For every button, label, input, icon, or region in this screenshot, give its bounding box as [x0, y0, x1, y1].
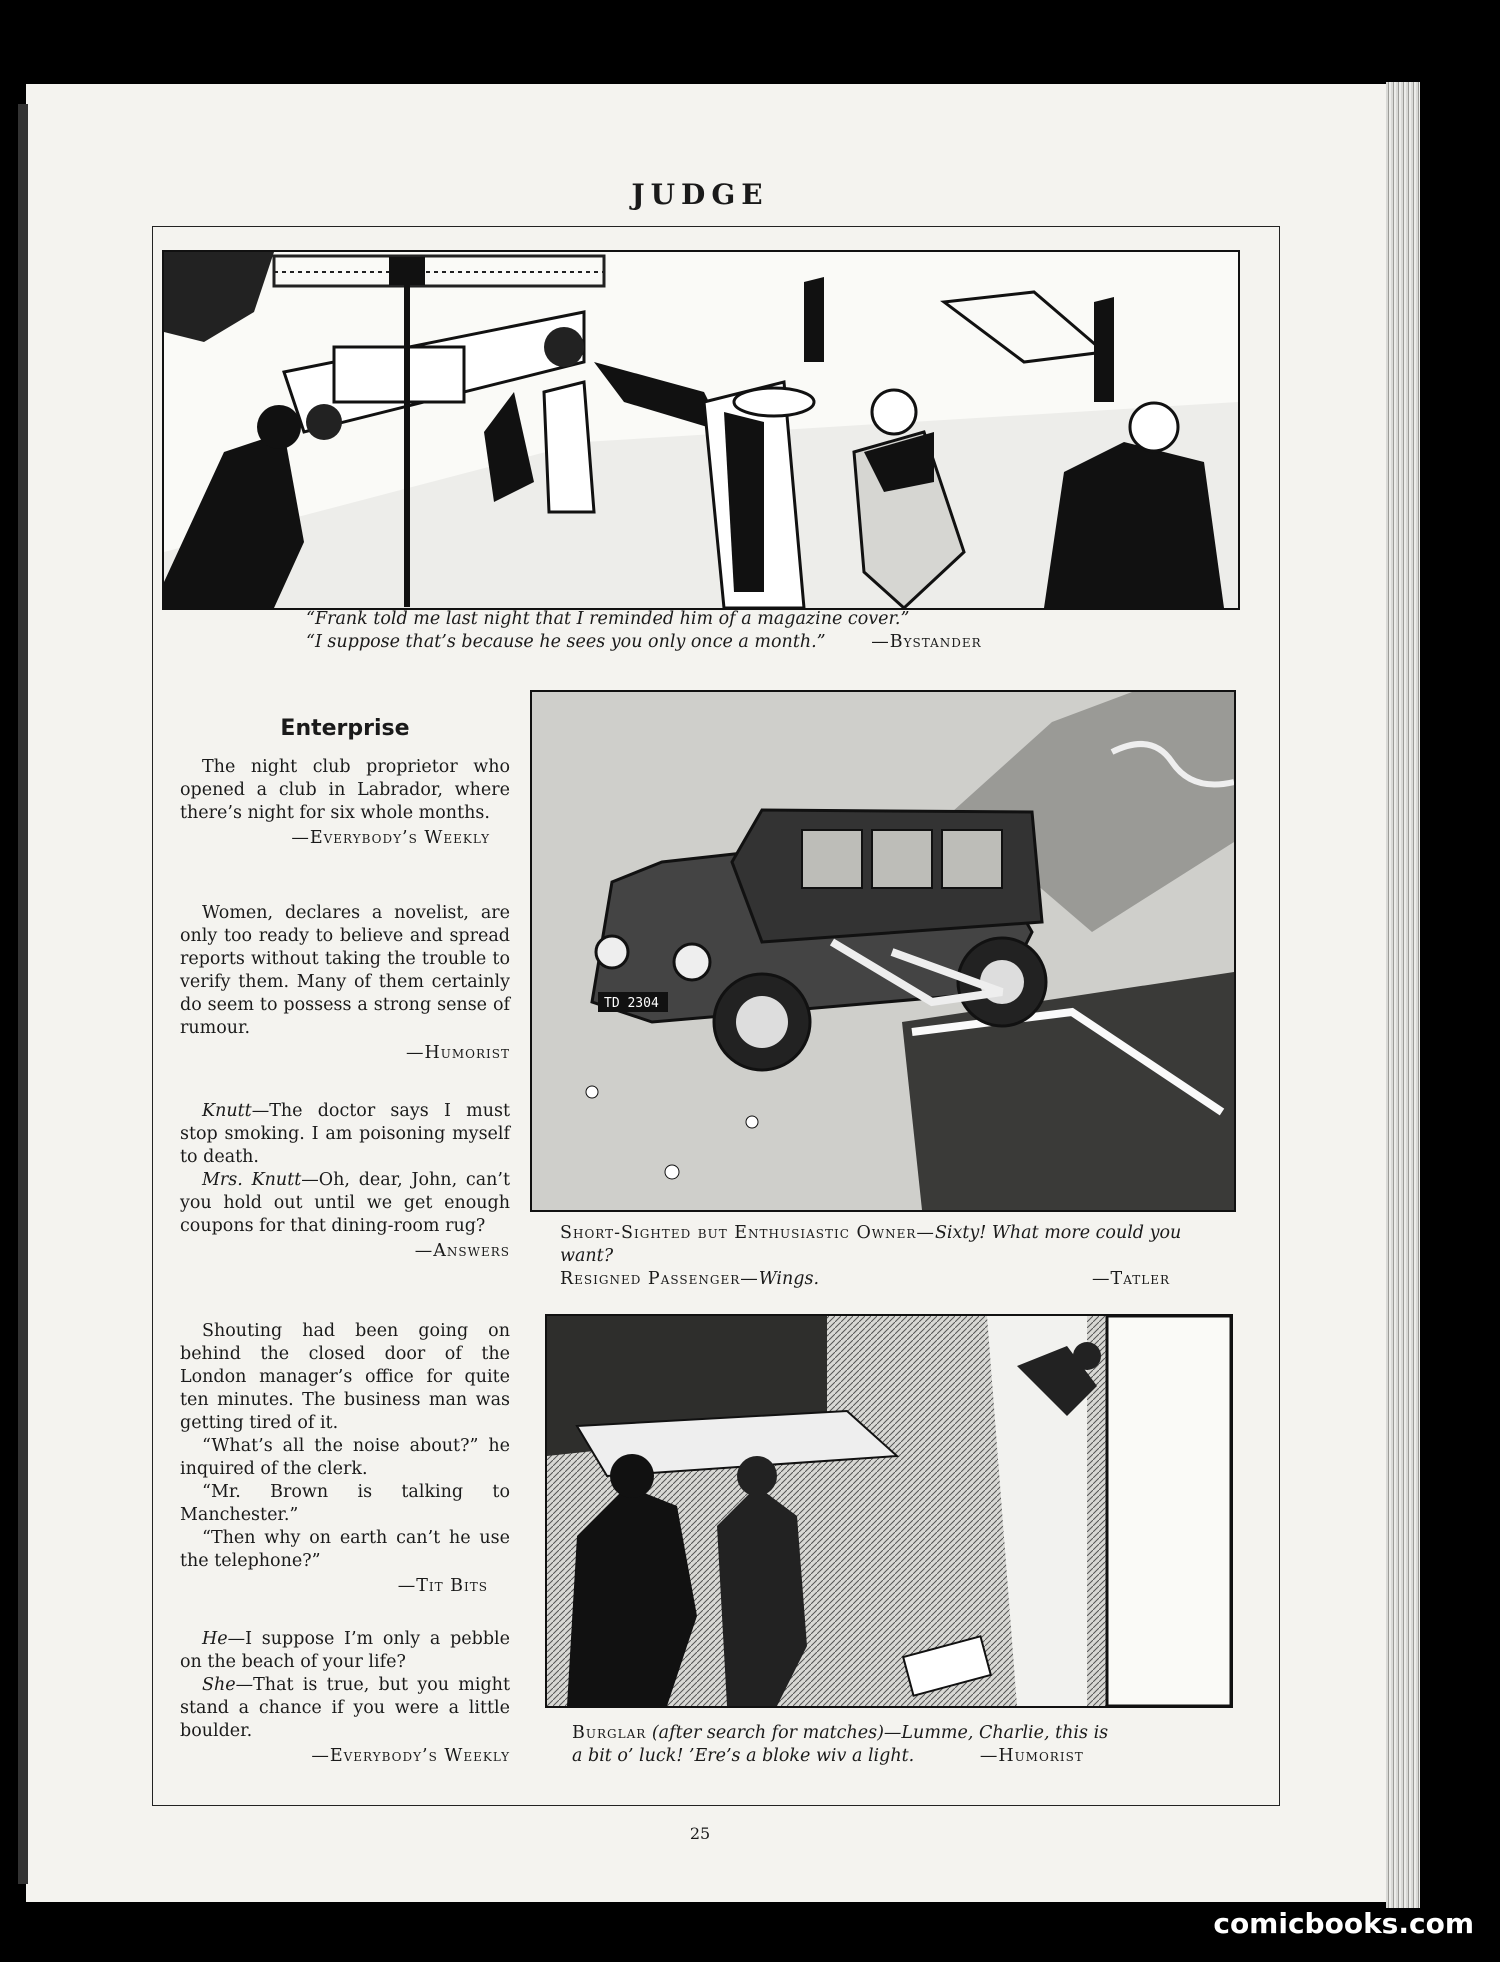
joke-source: —Tit Bits	[397, 1576, 488, 1596]
cartoon3-source: —Humorist	[979, 1746, 1084, 1766]
joke-source: —Humorist	[406, 1043, 510, 1063]
page-stack-edge	[1386, 82, 1420, 1908]
cartoon2-source: —Tatler	[1092, 1269, 1170, 1289]
speaker-name: Knutt	[202, 1101, 252, 1121]
joke-text: —That is true, but you might stand a chance if you were a little boulder.	[180, 1675, 510, 1741]
masthead: JUDGE	[631, 178, 769, 211]
speaker-burglar: Burglar	[572, 1723, 647, 1743]
page-number: 25	[689, 1824, 711, 1843]
joke-text: “Mr. Brown is talking to Manchester.”	[180, 1482, 510, 1525]
joke-source: —Everybody’s Weekly	[311, 1746, 510, 1766]
cartoon2-caption	[560, 1222, 1200, 1291]
street-scene-illustration	[162, 250, 1240, 610]
joke-text: Women, declares a novelist, are only too ready to believe and spread reports without taking the trouble to verify them. Many of them certainly do seem to possess a strong sense of rumour.	[180, 903, 510, 1038]
joke-source: —Answers	[414, 1241, 510, 1261]
joke-item-5	[180, 1628, 510, 1768]
speaker-name: Mrs. Knutt	[202, 1170, 302, 1190]
cartoon1-line2: “I suppose that’s because he sees you only once a month.”	[306, 632, 826, 652]
license-plate: TD 2304	[604, 996, 659, 1011]
binding-spine	[18, 104, 28, 1884]
joke-source: —Everybody’s Weekly	[291, 828, 490, 848]
joke-text: —The doctor says I must stop smoking. I am poisoning myself to death.	[180, 1101, 510, 1167]
joke-text: —I suppose I’m only a pebble on the beach of your life?	[180, 1629, 510, 1672]
stage-direction: (after search for matches)	[651, 1723, 884, 1743]
burglar-illustration	[545, 1314, 1233, 1708]
joke-text: “Then why on earth can’t he use the telephone?”	[180, 1528, 510, 1571]
site-watermark: comicbooks.com	[1213, 1907, 1474, 1940]
joke-text: Shouting had been going on behind the closed door of the London manager’s office for quite ten minutes. The business man was getting tired of it.	[180, 1321, 510, 1433]
joke-item-1	[180, 756, 510, 850]
cartoon2-line1: Sixty! What more could you want?	[560, 1223, 1182, 1266]
speaker-name: He	[202, 1629, 228, 1649]
cartoon2-line2: Wings.	[758, 1269, 820, 1289]
speaker-owner: Short-Sighted but Enthusiastic Owner—	[560, 1223, 935, 1243]
joke-text: —Oh, dear, John, can’t you hold out until we get enough coupons for that dining-room rug?	[180, 1170, 511, 1236]
cartoon3-line2: a bit o’ luck! ’Ere’s a bloke wiv a light.	[572, 1746, 915, 1766]
cartoon1-line1: “Frank told me last night that I reminded him of a magazine cover.”	[306, 609, 910, 629]
cartoon3-caption	[572, 1722, 1212, 1768]
cartoon1-caption	[306, 608, 1106, 654]
car-illustration	[530, 690, 1236, 1212]
speaker-passenger: Resigned Passenger—	[560, 1269, 759, 1289]
joke-item-2	[180, 902, 510, 1065]
cartoon1-source: —Bystander	[871, 632, 982, 652]
joke-item-4	[180, 1320, 510, 1598]
joke-text: The night club proprietor who opened a club in Labrador, where there’s night for six whole months.	[180, 757, 510, 823]
joke-item-3	[180, 1100, 510, 1263]
speaker-name: She	[202, 1675, 236, 1695]
cartoon3-line1: —Lumme, Charlie, this is	[883, 1723, 1109, 1743]
column-heading: Enterprise	[280, 716, 410, 741]
joke-text: “What’s all the noise about?” he inquired of the clerk.	[180, 1436, 510, 1479]
